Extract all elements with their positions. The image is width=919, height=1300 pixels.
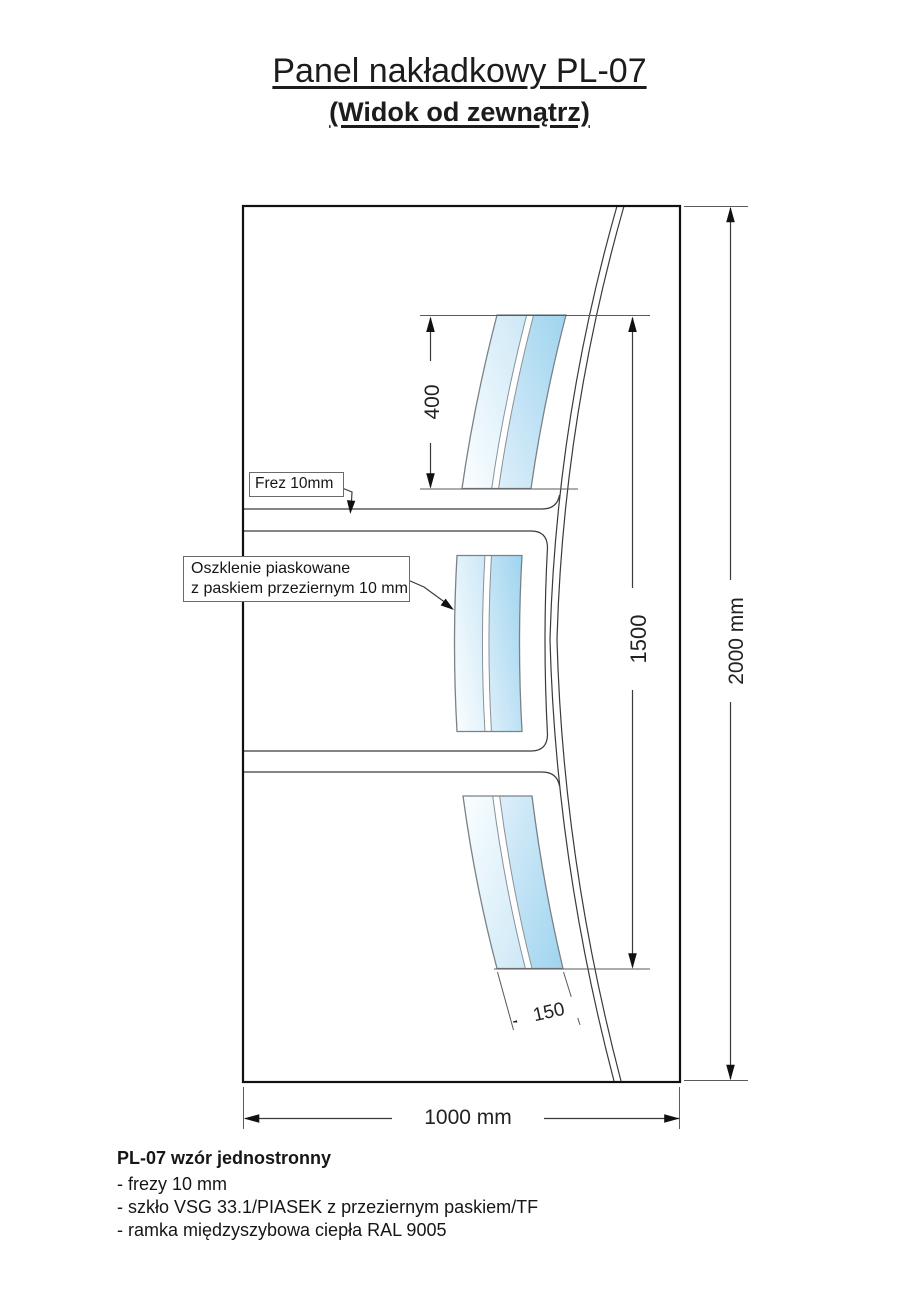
glazing-callout-line2: z paskiem przeziernym 10 mm — [191, 580, 408, 597]
glass-strip-top — [462, 315, 566, 489]
note-item: - szkło VSG 33.1/PIASEK z przeziernym paskiem/TF — [117, 1197, 539, 1217]
page-subtitle: (Widok od zewnątrz) — [329, 97, 590, 127]
note-item: - ramka międzyszybowa ciepła RAL 9005 — [117, 1220, 447, 1240]
page-title: Panel nakładkowy PL-07 — [272, 52, 647, 90]
notes-heading: PL-07 wzór jednostronny — [117, 1148, 332, 1168]
dim-1000-label: 1000 mm — [392, 1105, 544, 1131]
groove-curve-outer — [557, 206, 624, 1081]
note-item: - frezy 10 mm — [117, 1174, 228, 1194]
frez-callout — [249, 472, 344, 497]
frez-callout-text: Frez 10mm — [255, 475, 334, 492]
dim-400-label: 400 — [420, 361, 446, 443]
groove-top — [243, 495, 560, 509]
groove-bottom — [243, 772, 560, 786]
glazing-callout-line1: Oszklenie piaskowane — [191, 560, 351, 577]
glass-strip-bottom — [463, 796, 563, 969]
notes-block — [117, 1147, 538, 1242]
dim-1500-label: 1500 — [626, 588, 652, 690]
dim-2000-label: 2000 mm — [724, 580, 750, 702]
glass-strip-middle — [455, 556, 523, 732]
dim-150-label: 150 — [514, 995, 583, 1031]
glazing-callout — [183, 556, 410, 602]
